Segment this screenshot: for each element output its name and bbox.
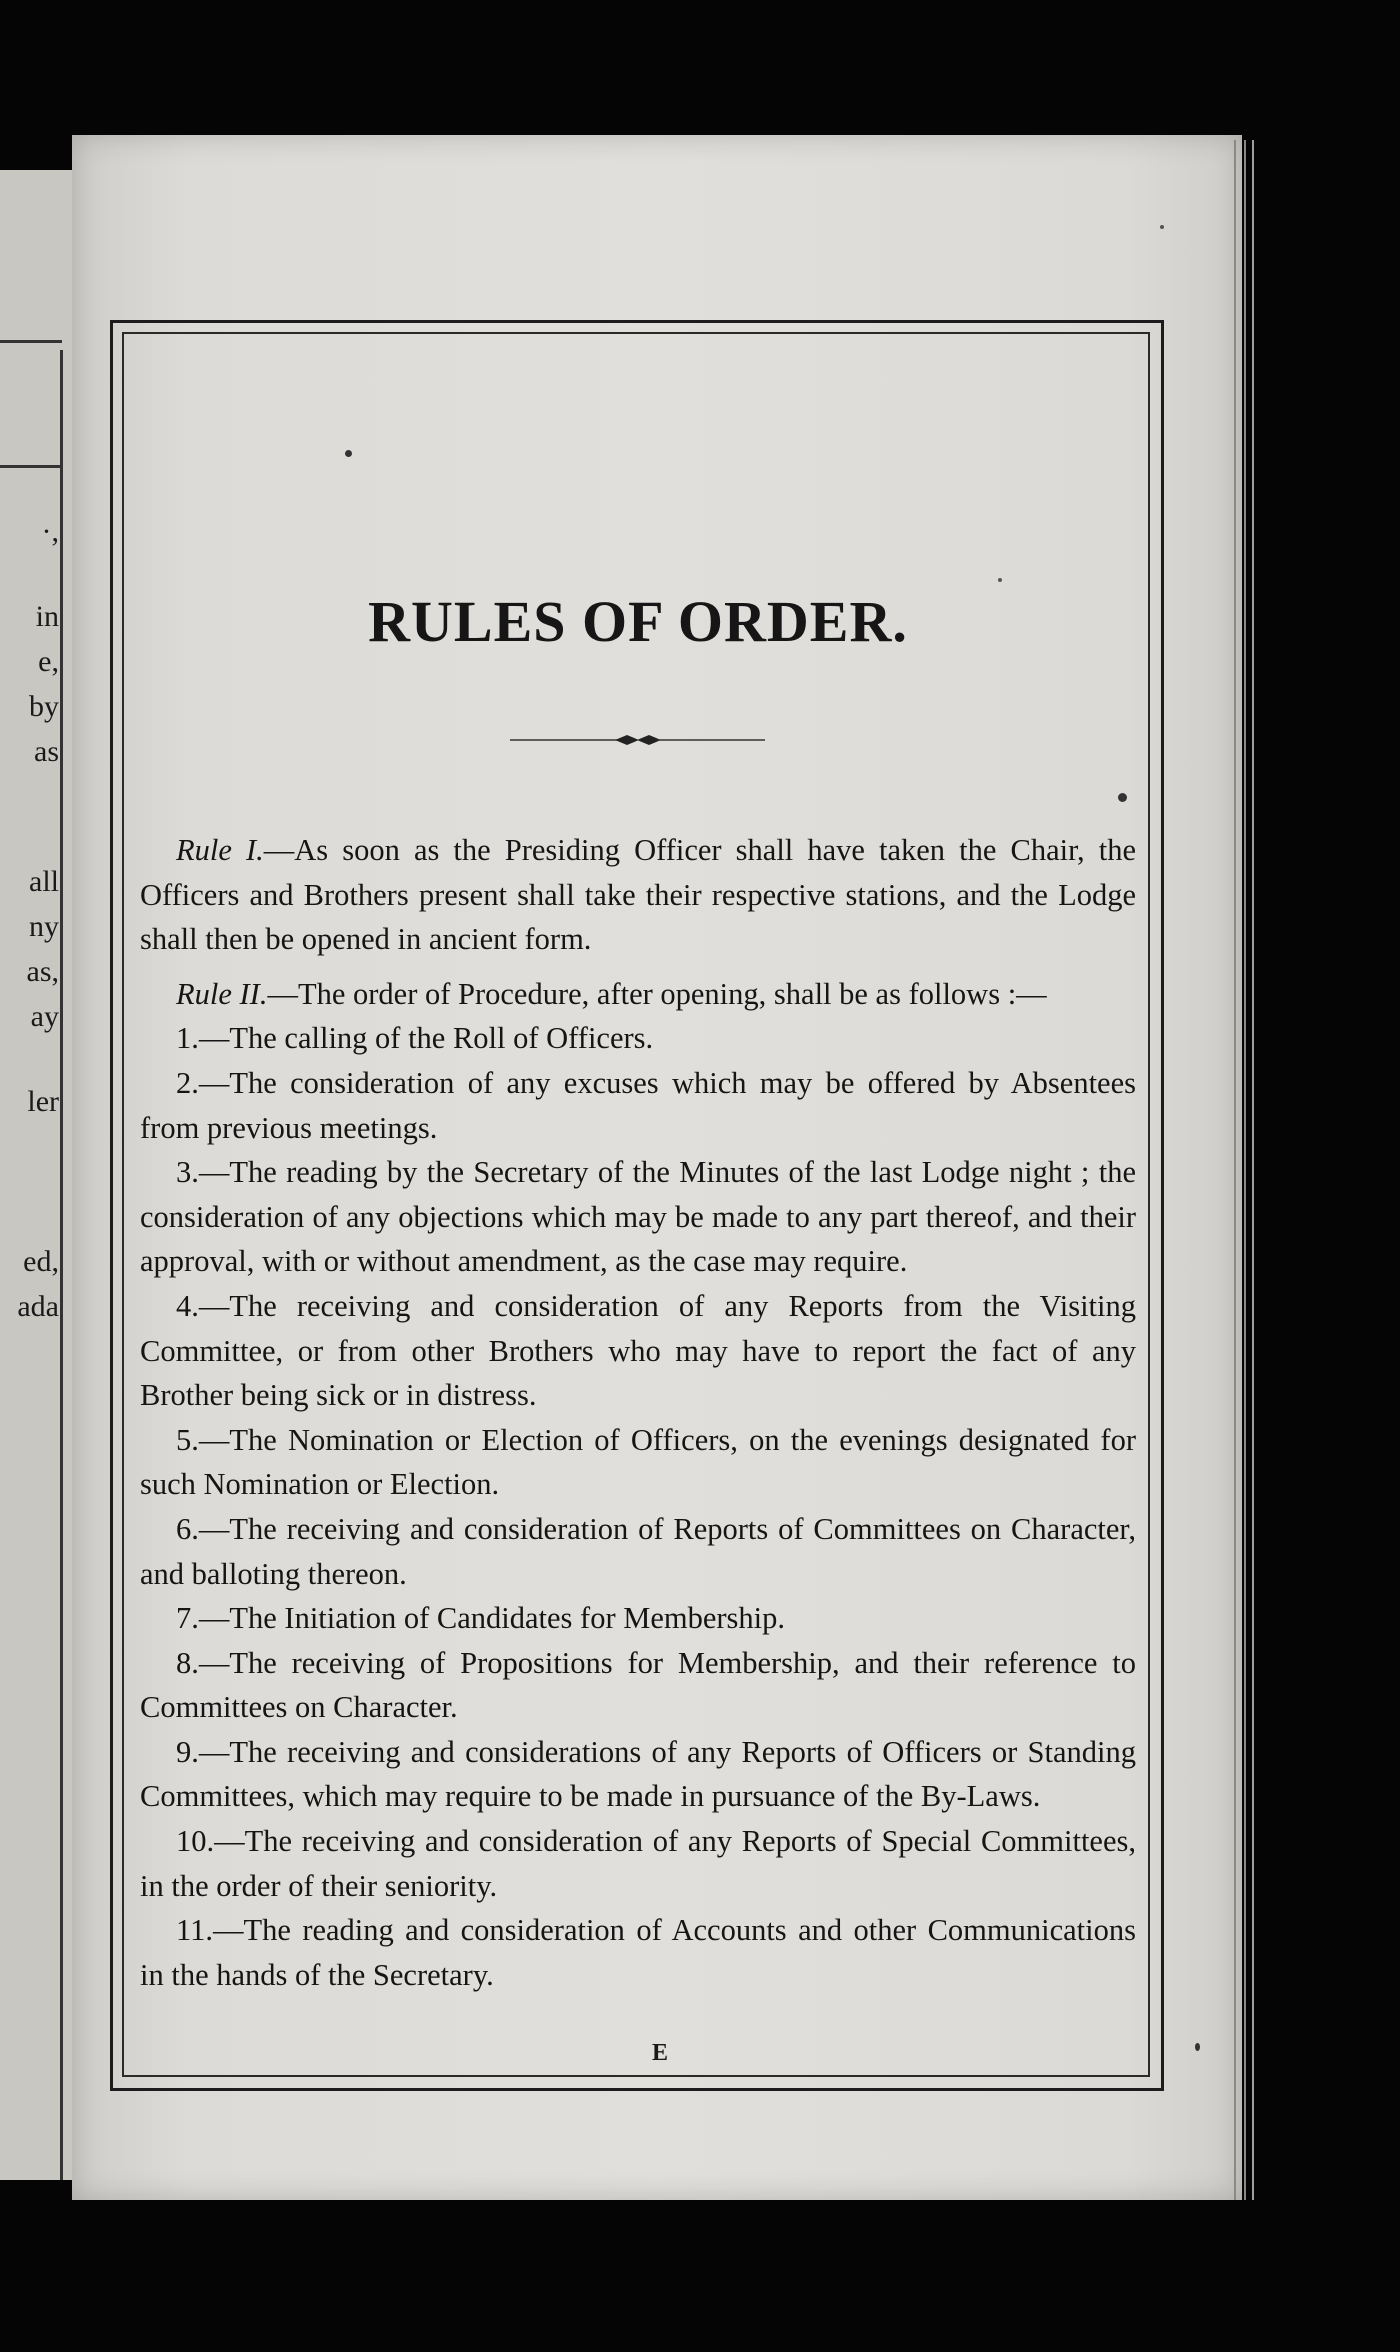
- previous-page-edge: [0, 170, 78, 2180]
- procedure-item: 1.—The calling of the Roll of Officers.: [176, 1021, 654, 1056]
- procedure-item: 5.—The Nomination or Election of Officers, on the evenings designated for such Nomination or Election.: [140, 1422, 1136, 1502]
- frame-rule: [0, 465, 62, 468]
- rule-label: Rule I.: [176, 833, 264, 867]
- procedure-item: 8.—The receiving of Propositions for Membership, and their reference to Committees on Character.: [140, 1645, 1136, 1725]
- ink-speck: [1160, 225, 1164, 229]
- ink-speck: [345, 450, 352, 457]
- rules-body: [140, 828, 1136, 1997]
- rule-1: [140, 828, 1136, 962]
- procedure-item: 9.—The receiving and considerations of any Reports of Officers or Standing Committees, which may require to be made in pursuance of the By-Laws.: [140, 1734, 1136, 1814]
- text-fragment: by: [29, 690, 59, 723]
- text-fragment: ada: [17, 1290, 59, 1323]
- procedure-item: 3.—The reading by the Secretary of the Minutes of the last Lodge night ; the consideration of any objections which may be made to any part thereof, and their approval, with or without amendment, as the case may require.: [140, 1155, 1136, 1279]
- frame-rule: [0, 340, 62, 343]
- procedure-item: 10.—The receiving and consideration of any Reports of Special Committees, in the order of their seniority.: [140, 1824, 1136, 1903]
- text-fragment: as: [34, 735, 59, 768]
- signature-mark: E: [651, 2040, 668, 2066]
- ink-speck: [1195, 2043, 1200, 2051]
- text-fragment: as,: [26, 955, 59, 988]
- procedure-item: 4.—The receiving and consideration of any Reports from the Visiting Committee, or from other Brothers who may have to report the fact of any Brother being sick or in distress.: [140, 1288, 1136, 1413]
- rule-text: —As soon as the Presiding Officer shall have taken the Chair, the Officers and Brothers present shall take their respective stations, and the Lodge shall then be opened in ancient form.: [140, 833, 1136, 957]
- procedure-item: 11.—The reading and consideration of Accounts and other Communications in the hands of the Secretary.: [140, 1913, 1136, 1992]
- text-fragment: ny: [29, 910, 59, 943]
- text-fragment: e,: [38, 645, 59, 678]
- text-fragment: in: [35, 600, 59, 633]
- rule-label: Rule II.: [176, 976, 268, 1011]
- text-fragment: all: [29, 865, 59, 898]
- text-fragment: ed,: [23, 1245, 59, 1278]
- frame-rule: [60, 350, 63, 2180]
- procedure-item: 6.—The receiving and consideration of Reports of Committees on Character, and balloting thereon.: [140, 1511, 1136, 1591]
- text-fragment: ler: [27, 1085, 59, 1118]
- procedure-item: 2.—The consideration of any excuses which may be offered by Absentees from previous meetings.: [140, 1065, 1136, 1145]
- rule-2: [140, 972, 1136, 1017]
- page-title: RULES OF ORDER.: [368, 589, 908, 654]
- page-edge: [1230, 140, 1280, 2200]
- ink-speck: [998, 578, 1002, 582]
- ornament-divider: [505, 730, 770, 750]
- text-fragment: ay: [30, 1000, 59, 1033]
- rule-text: —The order of Procedure, after opening, shall be as follows :—: [267, 976, 1047, 1011]
- procedure-item: 7.—The Initiation of Candidates for Membership.: [176, 1601, 786, 1636]
- text-fragment: ·,: [41, 515, 59, 548]
- ink-speck: [1118, 793, 1127, 802]
